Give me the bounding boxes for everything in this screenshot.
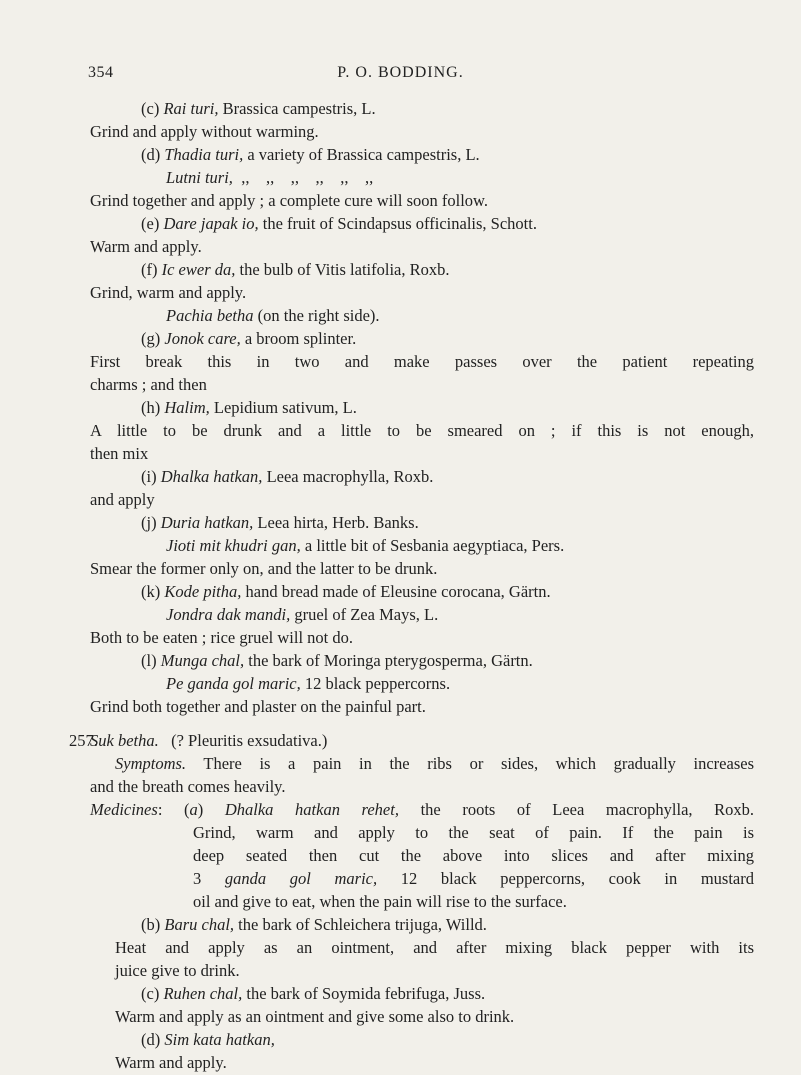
text-line (193, 868, 754, 890)
entry-j (141, 512, 754, 534)
entry-text: (on the right side). (253, 306, 380, 325)
entry-text: the bark of Soymida febrifuga, Juss. (242, 984, 486, 1003)
entry-b (141, 914, 754, 936)
plant-name: Sim kata hatkan, (164, 1030, 275, 1049)
plant-name: Kode pitha, (164, 582, 242, 601)
entry-text: Leea macrophylla, Roxb. (262, 467, 434, 486)
entry-text: 12 black peppercorns. (300, 674, 451, 693)
section-subtitle: (? Pleuritis exsudativa.) (158, 731, 328, 750)
plant-name: Dare japak io, (163, 214, 259, 233)
page-number: 354 (88, 64, 114, 81)
punct: ) (197, 800, 225, 819)
disease-name: Pachia betha (166, 306, 254, 325)
section-heading (90, 730, 754, 752)
text-line: Both to be eaten ; rice gruel will not do. (90, 628, 354, 647)
entry-label: (b) (141, 915, 161, 934)
plant-name: Dhalka hatkan rehet, (224, 800, 399, 819)
plant-name: Lutni turi, (166, 168, 233, 187)
text-line: Grind and apply without warming. (90, 122, 319, 141)
sub-entry (166, 535, 726, 557)
entry-text: gruel of Zea Mays, L. (290, 605, 439, 624)
text-line: A little to be drunk and a little to be smeared on ; if this is not enough, (90, 421, 754, 440)
plant-name: Ic ewer da, (161, 260, 236, 279)
medicines-line (90, 799, 754, 821)
plant-name: Baru chal, (164, 915, 235, 934)
plant-name: Munga chal, (160, 651, 245, 670)
entry-text: Lepidium sativum, L. (209, 398, 357, 417)
plant-name: Ruhen chal, (163, 984, 243, 1003)
text-line: First break this in two and make passes over the patient repeating (90, 352, 754, 371)
text-line: Warm and apply. (90, 237, 202, 256)
text-line: juice give to drink. (115, 961, 240, 980)
text-line: Grind, warm and apply. (90, 283, 247, 302)
entry-text: 3 (193, 869, 225, 888)
plant-name: ganda gol maric, (224, 869, 378, 888)
text-line: deep seated then cut the above into slices and after mixing (193, 846, 754, 865)
entry-label: (f) (141, 260, 158, 279)
entry-f (141, 259, 754, 281)
medicines-label: Medicines (90, 800, 158, 819)
entry-c (141, 98, 754, 120)
entry-text: the bulb of Vitis latifolia, Roxb. (235, 260, 450, 279)
entry-i (141, 466, 754, 488)
text-line: Warm and apply. (115, 1053, 227, 1072)
text-line: and the breath comes heavily. (90, 777, 286, 796)
entry-label: (j) (141, 513, 157, 532)
entry-k (141, 581, 754, 603)
sub-entry (166, 604, 726, 626)
entry-text: There is a pain in the ribs or sides, which gradually increases (186, 754, 754, 773)
disease-name: Suk betha. (90, 731, 159, 750)
entry-label: (c) (141, 984, 160, 1003)
text-line: Smear the former only on, and the latter to be drunk. (90, 559, 438, 578)
entry-text: a little bit of Sesbania aegyptiaca, Pers. (300, 536, 565, 555)
text-line: and apply (90, 490, 155, 509)
text-line: Grind both together and plaster on the painful part. (90, 697, 426, 716)
entry-c2 (141, 983, 754, 1005)
entry-text: the bark of Schleichera trijuga, Willd. (234, 915, 487, 934)
text-line: Warm and apply as an ointment and give some also to drink. (115, 1007, 515, 1026)
plant-name: Rai turi, (163, 99, 219, 118)
entry-text: the roots of Leea macrophylla, Roxb. (398, 800, 754, 819)
entry-label: (k) (141, 582, 161, 601)
section-number: 257. (69, 731, 98, 750)
plant-name: Pe ganda gol maric, (166, 674, 301, 693)
text-line: Grind, warm and apply to the seat of pain. If the pain is (193, 823, 754, 842)
entry-label: (i) (141, 467, 157, 486)
text-line: oil and give to eat, when the pain will rise to the surface. (193, 892, 567, 911)
entry-text: hand bread made of Eleusine corocana, Gärtn. (241, 582, 551, 601)
entry-label: (h) (141, 398, 161, 417)
entry-label: (g) (141, 329, 161, 348)
entry-g (141, 328, 754, 350)
ditto-marks: ,, ,, ,, ,, ,, ,, (232, 168, 374, 187)
sub-entry (166, 673, 726, 695)
plant-name: Jioti mit khudri gan, (166, 536, 301, 555)
entry-label: (c) (141, 99, 160, 118)
text-line: Grind together and apply ; a complete cure will soon follow. (90, 191, 489, 210)
punct: : ( (157, 800, 190, 819)
entry-label: (d) (141, 1030, 161, 1049)
entry-text: a broom splinter. (240, 329, 357, 348)
entry-text: a variety of Brassica campestris, L. (243, 145, 480, 164)
plant-name: Jonok care, (164, 329, 241, 348)
entry-label: a (189, 800, 198, 819)
entry-e (141, 213, 754, 235)
entry-text: Leea hirta, Herb. Banks. (253, 513, 419, 532)
text-line: charms ; and then (90, 375, 207, 394)
sub-entry (166, 167, 726, 189)
entry-d2 (141, 1029, 754, 1051)
entry-l (141, 650, 754, 672)
plant-name: Halim, (164, 398, 210, 417)
symptoms-line (115, 753, 754, 775)
entry-text: the fruit of Scindapsus officinalis, Schott. (258, 214, 537, 233)
text-line: Heat and apply as an ointment, and after mixing black pepper with its (115, 938, 754, 957)
plant-name: Dhalka hatkan, (160, 467, 263, 486)
text-line: then mix (90, 444, 149, 463)
entry-text: the bark of Moringa pterygosperma, Gärtn. (244, 651, 533, 670)
plant-name: Jondra dak mandi, (166, 605, 291, 624)
symptoms-label: Symptoms. (115, 754, 187, 773)
running-head: P. O. BODDING. (337, 64, 464, 81)
entry-label: (l) (141, 651, 157, 670)
sub-entry (166, 305, 726, 327)
entry-text: 12 black peppercorns, cook in mustard (377, 869, 754, 888)
plant-name: Duria hatkan, (160, 513, 254, 532)
entry-h (141, 397, 754, 419)
entry-label: (e) (141, 214, 160, 233)
plant-name: Thadia turi, (164, 145, 244, 164)
entry-d (141, 144, 754, 166)
entry-text: Brassica campestris, L. (218, 99, 376, 118)
entry-label: (d) (141, 145, 161, 164)
